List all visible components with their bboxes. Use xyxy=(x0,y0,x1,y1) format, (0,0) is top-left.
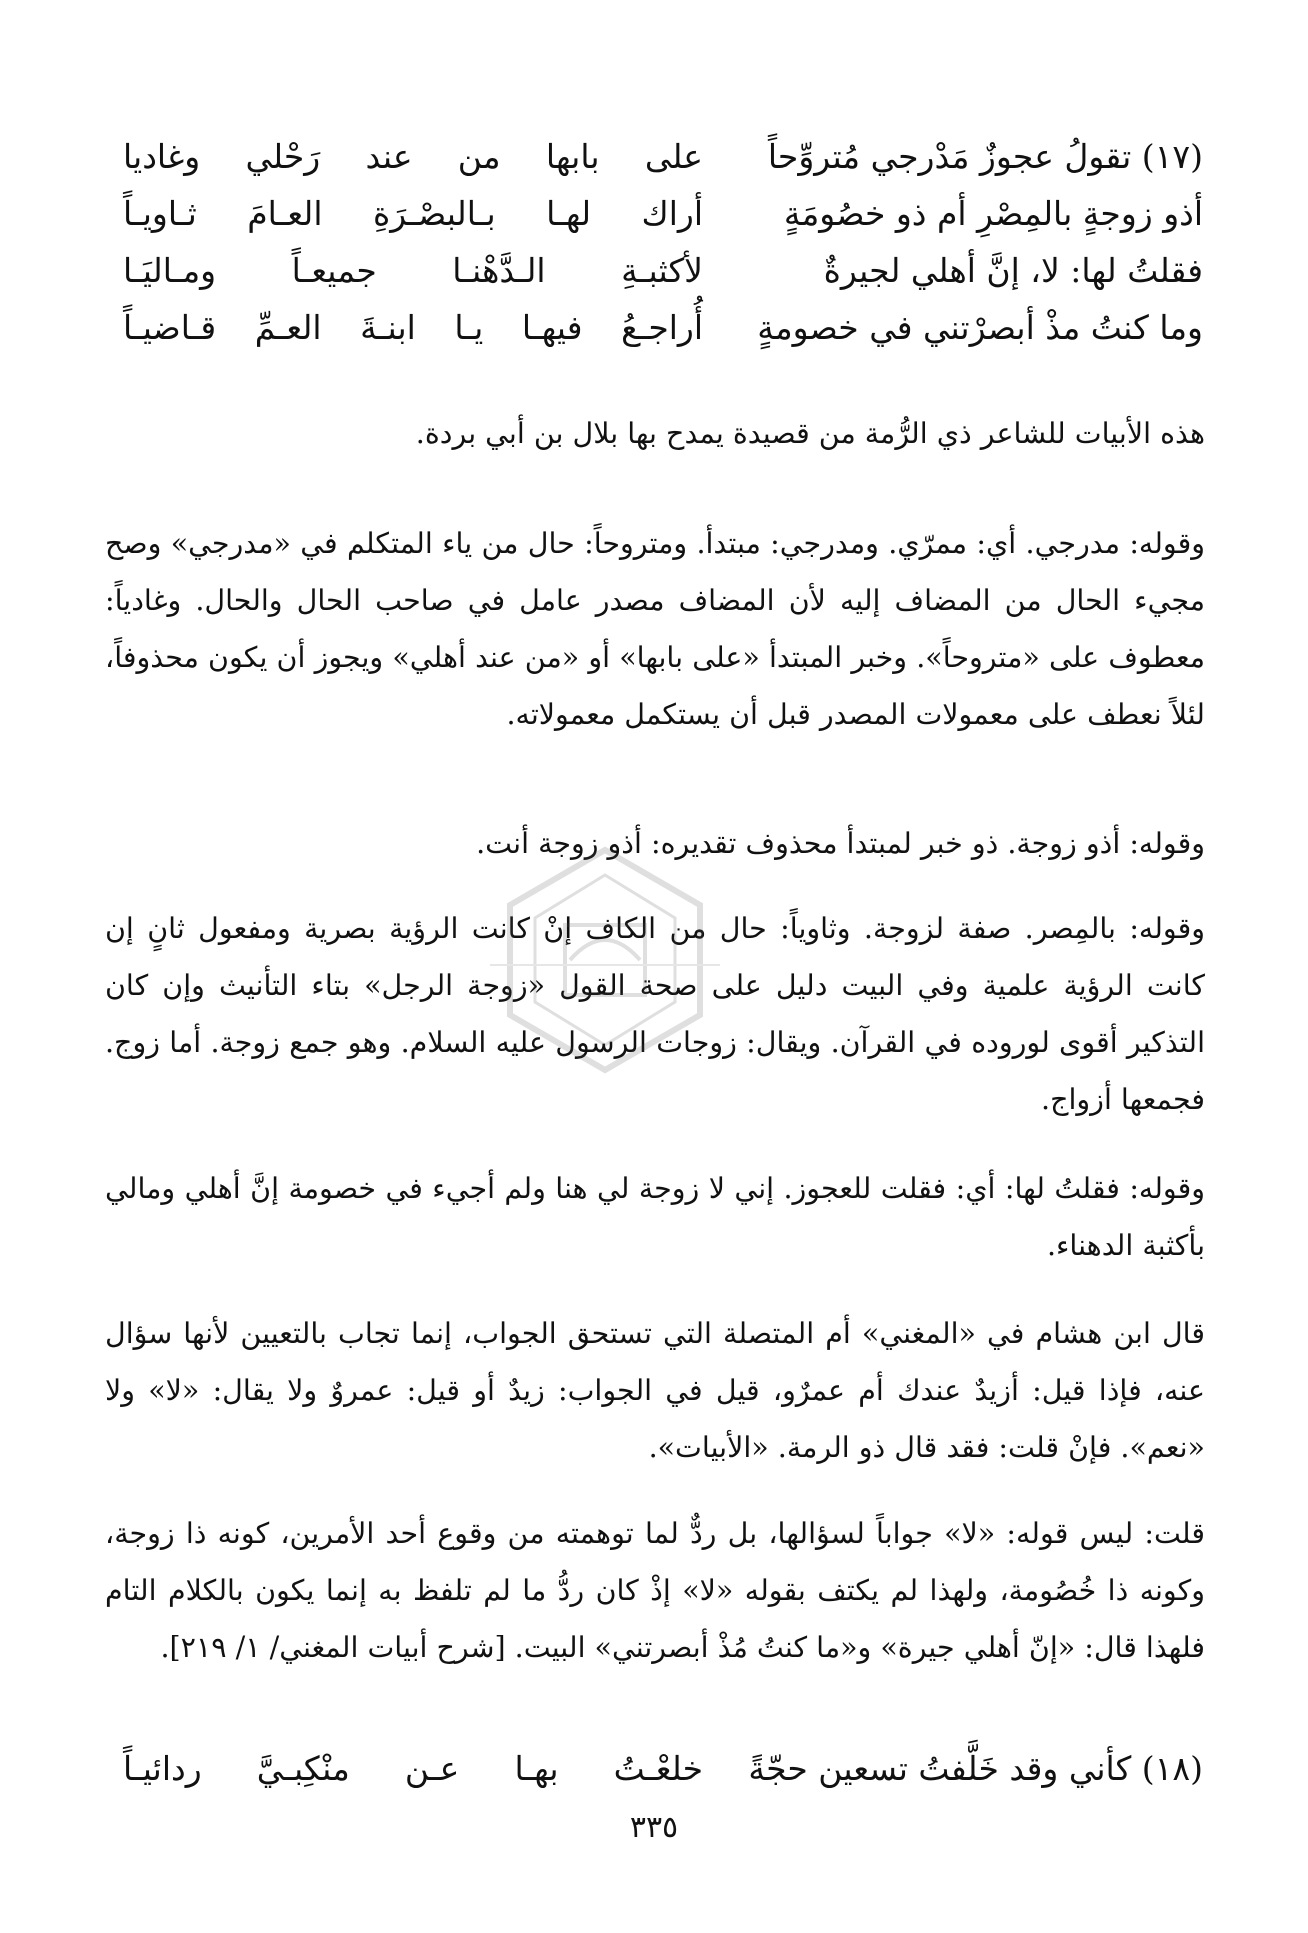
verse-line xyxy=(103,185,1203,242)
verse-line xyxy=(103,299,1203,356)
seal-watermark-icon xyxy=(470,830,740,1100)
verse-line xyxy=(103,242,1203,299)
verse-second-hemistich: خلعْـتُ بهـا عـن منْكِبـيَّ ردائيـاً xyxy=(123,1749,703,1788)
verse-block-18 xyxy=(103,1740,1203,1797)
verse-second-hemistich: أراك لهـا بـالبصْـرَةِ العـامَ ثـاويـاً xyxy=(123,194,703,233)
paragraph-commentary-1: وقوله: مدرجي. أي: ممرّي. ومدرجي: مبتدأ. ومتروحاً: حال من ياء المتكلم في «مدرجي» وصح مجيء الحال من المضاف إليه لأن المضاف مصدر عامل في صاحب الحال والحال. وغادياً: معطوف على «متروحاً». وخبر المبتدأ «على بابها» أو «من عند أهلي» ويجوز أن يكون محذوفاً، لئلاً نعطف على معمولات المصدر قبل أن يستكمل معمولاته. xyxy=(105,527,1205,731)
page-number: ٣٣٥ xyxy=(629,1810,679,1845)
paragraph-reply: قلت: ليس قوله: «لا» جواباً لسؤالها، بل ردٌّ لما توهمته من وقوع أحد الأمرين، كونه ذا زوجة، وكونه ذا خُصُومة، ولهذا لم يكتف بقوله «لا» إذْ كان ردُّ ما لم تلفظ به إنما يكون بالكلام التام فلهذا قال: «إنّ أهلي جيرة» و«ما كنتُ مُذْ أبصرتني» البيت. [شرح أبيات المغني/ ١/ ٢١٩]. xyxy=(105,1517,1205,1664)
verse-line xyxy=(103,1740,1203,1797)
paragraph-commentary-4: وقوله: فقلتُ لها: أي: فقلت للعجوز. إني لا زوجة لي هنا ولم أجيء في خصومة إنَّ أهلي ومالي بأكثبة الدهناء. xyxy=(105,1172,1205,1262)
paragraph-attribution: هذه الأبيات للشاعر ذي الرُّمة من قصيدة يمدح بها بلال بن أبي بردة. xyxy=(415,417,1205,450)
verse-first-hemistich: (١٨) كأني وقد خَلَّفتُ تسعين حجّةً xyxy=(748,1749,1203,1788)
paragraph-commentary-3: وقوله: بالمِصر. صفة لزوجة. وثاوياً: حال من الكاف إنْ كانت الرؤية بصرية ومفعول ثانٍ إن كانت الرؤية علمية وفي البيت دليل على صحة القول «زوجة الرجل» بتاء التأنيث وإن كان التذكير أقوى لوروده في القرآن. ويقال: زوجات الرسول عليه السلام. وهو جمع زوجة. أما زوج. فجمعها أزواج. xyxy=(105,912,1205,1116)
paragraph-ibn-hisham: قال ابن هشام في «المغني» أم المتصلة التي تستحق الجواب، إنما تجاب بالتعيين لأنها سؤال عنه، فإذا قيل: أزيدٌ عندك أم عمرٌو، قيل في الجواب: زيدٌ أو قيل: عمروٌ ولا يقال: «لا» ولا «نعم». فإنْ قلت: فقد قال ذو الرمة. «الأبيات». xyxy=(105,1317,1205,1464)
verse-first-hemistich: فقلتُ لها: لا، إنَّ أهلي لجيرةٌ xyxy=(823,251,1203,290)
verse-second-hemistich: على بابها من عند رَحْلي وغاديا xyxy=(123,137,703,176)
paragraph-commentary-2: وقوله: أذو زوجة. ذو خبر لمبتدأ محذوف تقديره: أذو زوجة أنت. xyxy=(476,827,1205,860)
verse-block-17 xyxy=(103,128,1203,356)
verse-first-hemistich: وما كنتُ مذْ أبصرْتني في خصومةٍ xyxy=(757,308,1203,347)
verse-first-hemistich: (١٧) تقولُ عجوزٌ مَدْرجي مُتروِّحاً xyxy=(767,137,1203,176)
verse-second-hemistich: أُراجـعُ فيهـا يـا ابنـةَ العـمِّ قـاضيـاً xyxy=(123,308,703,347)
verse-second-hemistich: لأكثبـةِ الـدَّهْنـا جميعـاً ومـاليَـا xyxy=(123,251,703,290)
verse-line xyxy=(103,128,1203,185)
verse-first-hemistich: أذو زوجةٍ بالمِصْرِ أم ذو خصُومَةٍ xyxy=(783,194,1203,233)
